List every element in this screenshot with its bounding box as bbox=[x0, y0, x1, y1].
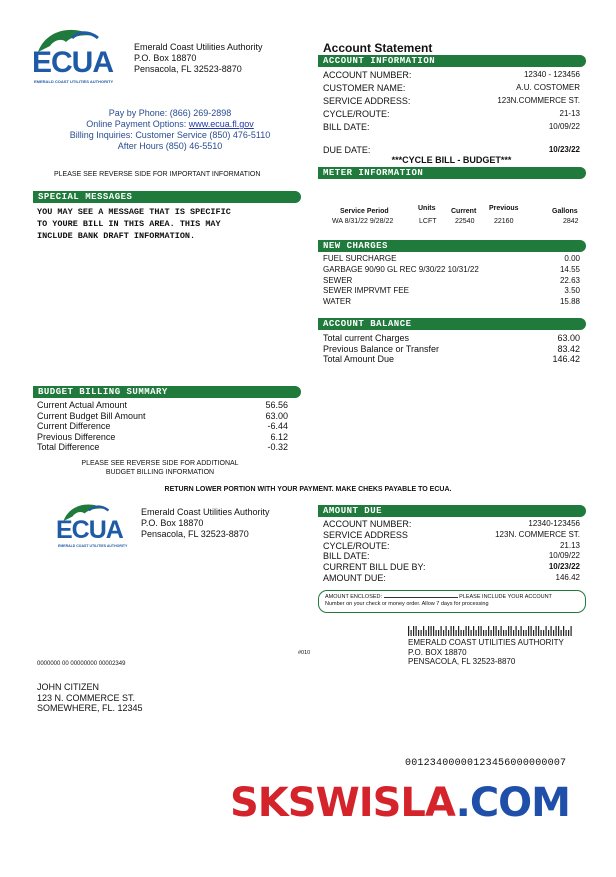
account-balance-list bbox=[323, 333, 580, 365]
stub-row: CYCLE/ROUTE: 21.13 bbox=[323, 540, 580, 551]
barcode-bar bbox=[503, 630, 504, 636]
return-portion-note: RETURN LOWER PORTION WITH YOUR PAYMENT. MAKE CHEKS PAYABLE TO ECUA. bbox=[164, 486, 452, 493]
barcode-bar bbox=[528, 626, 529, 636]
balance-row: Total current Charges 63.00 bbox=[323, 333, 580, 343]
budget-row: Current Budget Bill Amount 63.00 bbox=[37, 410, 288, 421]
barcode-bar bbox=[533, 630, 534, 636]
barcode-bar bbox=[488, 626, 489, 636]
stub-company-address: Emerald Coast Utilities Authority P.O. Box 18870 Pensacola, FL 32523-8870 bbox=[141, 507, 270, 539]
barcode-bar bbox=[491, 630, 492, 636]
barcode-bar bbox=[411, 630, 412, 636]
customer-name: JOHN CITIZEN bbox=[37, 682, 99, 692]
barcode-bar bbox=[526, 630, 527, 636]
barcode-bar bbox=[458, 626, 459, 636]
barcode-bar bbox=[543, 630, 544, 636]
budget-billing-header: BUDGET BILLING SUMMARY bbox=[33, 386, 301, 398]
barcode-bar bbox=[566, 630, 567, 636]
billing-inquiries: Billing Inquiries: Customer Service (850) 476-5110 bbox=[69, 130, 271, 140]
watermark-part1: SKSWISLA bbox=[230, 780, 456, 826]
new-charges-list bbox=[323, 254, 580, 308]
barcode-bar bbox=[563, 626, 564, 636]
barcode-bar bbox=[463, 630, 464, 636]
stub-row: AMOUNT DUE: 146.42 bbox=[323, 572, 580, 583]
special-messages-header: SPECIAL MESSAGES bbox=[33, 191, 301, 203]
ecua-website-link[interactable]: www.ecua.fl.gov bbox=[188, 119, 254, 129]
amount-due-list bbox=[323, 519, 580, 584]
barcode-bar bbox=[476, 630, 477, 636]
barcode-bar bbox=[558, 626, 559, 636]
charge-row: FUEL SURCHARGE 0.00 bbox=[323, 254, 580, 263]
online-payment: Online Payment Options: www.ecua.fl.gov bbox=[86, 119, 254, 129]
barcode-bar bbox=[506, 630, 507, 636]
barcode-bar bbox=[456, 630, 457, 636]
barcode-bar bbox=[418, 630, 419, 636]
barcode-bar bbox=[501, 626, 502, 636]
amount-due-header: AMOUNT DUE bbox=[318, 505, 586, 517]
barcode-bar bbox=[553, 630, 554, 636]
barcode-bar bbox=[453, 626, 454, 636]
balance-row: Total Amount Due 146.42 bbox=[323, 354, 580, 364]
info-row: ACCOUNT NUMBER: 12340 - 123456 bbox=[323, 70, 580, 80]
barcode-bar bbox=[451, 626, 452, 636]
watermark-part2: .COM bbox=[455, 780, 570, 826]
barcode-bar bbox=[473, 626, 474, 636]
barcode-bar bbox=[523, 630, 524, 636]
amount-enclosed-box[interactable] bbox=[318, 590, 586, 613]
barcode-bar bbox=[546, 626, 547, 636]
barcode-bar bbox=[508, 626, 509, 636]
barcode-bar bbox=[511, 626, 512, 636]
barcode-bar bbox=[443, 630, 444, 636]
reverse-side-note: PLEASE SEE REVERSE SIDE FOR IMPORTANT INFORMATION bbox=[54, 171, 261, 178]
barcode-bar bbox=[446, 626, 447, 636]
meter-information-header: METER INFORMATION bbox=[318, 167, 586, 179]
sequence-number: #010 bbox=[298, 650, 311, 656]
barcode-bar bbox=[478, 626, 479, 636]
scan-line-bottom: 00123400000123456000000007 bbox=[405, 758, 567, 769]
remit-address: EMERALD COAST UTILITIES AUTHORITY P.O. BOX 18870 PENSACOLA, FL 32523-8870 bbox=[408, 638, 564, 666]
barcode-bar bbox=[468, 626, 469, 636]
budget-row: Current Actual Amount 56.56 bbox=[37, 400, 288, 410]
barcode-bar bbox=[518, 630, 519, 636]
amount-enclosed-note: Number on your check or money order. Allow 7 days for processing bbox=[325, 601, 489, 607]
account-information-header: ACCOUNT INFORMATION bbox=[318, 55, 586, 67]
barcode-bar bbox=[431, 626, 432, 636]
barcode-bar bbox=[516, 626, 517, 636]
budget-row: Total Difference -0.32 bbox=[37, 442, 288, 452]
barcode-bar bbox=[513, 630, 514, 636]
barcode-bar bbox=[448, 630, 449, 636]
stub-row: ACCOUNT NUMBER: 12340-123456 bbox=[323, 519, 580, 529]
barcode-bar bbox=[561, 630, 562, 636]
barcode-bar bbox=[538, 626, 539, 636]
logo-wordmark: ECUA bbox=[56, 516, 123, 544]
barcode-bar bbox=[483, 630, 484, 636]
amount-enclosed-line: AMOUNT ENCLOSED: PLEASE INCLUDE YOUR ACCOUNT bbox=[325, 594, 552, 600]
barcode-bar bbox=[493, 626, 494, 636]
barcode-bar bbox=[496, 626, 497, 636]
customer-street: 123 N. COMMERCE ST. bbox=[37, 692, 136, 703]
postal-barcode bbox=[408, 626, 574, 636]
info-row: BILL DATE: 10/09/22 bbox=[323, 122, 580, 132]
charge-row: SEWER IMPRVMT FEE 3.50 bbox=[323, 286, 580, 296]
barcode-bar bbox=[413, 626, 414, 636]
stub-row: SERVICE ADDRESS 123N. COMMERCE ST. bbox=[323, 529, 580, 540]
barcode-bar bbox=[481, 626, 482, 636]
charge-row: GARBAGE 90/90 GL REC 9/30/22 10/31/22 14.55 bbox=[323, 264, 580, 274]
amount-enclosed-field[interactable] bbox=[384, 597, 458, 598]
budget-row: Previous Difference 6.12 bbox=[37, 431, 288, 442]
barcode-bar bbox=[426, 630, 427, 636]
customer-address bbox=[37, 682, 143, 714]
barcode-bar bbox=[438, 630, 439, 636]
scan-line-top: 0000000 00 00000000 00002349 bbox=[37, 661, 126, 667]
ecua-logo bbox=[32, 24, 114, 86]
due-date-label: DUE DATE: bbox=[323, 145, 371, 155]
special-messages-body: YOU MAY SEE A MESSAGE THAT IS SPECIFIC TO YOURE BILL IN THIS AREA. THIS MAY INCLUDE BANK DRAFT INFORMATION. bbox=[37, 207, 231, 241]
statement-title: Account Statement bbox=[323, 41, 433, 55]
barcode-bar bbox=[521, 626, 522, 636]
barcode-bar bbox=[541, 630, 542, 636]
logo-wordmark: ECUA bbox=[32, 46, 114, 79]
barcode-bar bbox=[421, 630, 422, 636]
charge-row: WATER 15.88 bbox=[323, 297, 580, 307]
barcode-bar bbox=[428, 626, 429, 636]
barcode-bar bbox=[531, 626, 532, 636]
barcode-bar bbox=[471, 630, 472, 636]
after-hours: After Hours (850) 46-5510 bbox=[117, 141, 223, 151]
budget-row: Current Difference -6.44 bbox=[37, 421, 288, 431]
barcode-bar bbox=[551, 626, 552, 636]
barcode-bar bbox=[436, 630, 437, 636]
due-date-value: 10/23/22 bbox=[548, 145, 580, 154]
barcode-bar bbox=[441, 626, 442, 636]
barcode-bar bbox=[568, 630, 569, 636]
barcode-bar bbox=[416, 626, 417, 636]
company-address bbox=[134, 42, 263, 75]
barcode-bar bbox=[408, 626, 409, 636]
budget-note: PLEASE SEE REVERSE SIDE FOR ADDITIONAL BUDGET BILLING INFORMATION bbox=[81, 460, 239, 476]
stub-row: BILL DATE: 10/09/22 bbox=[323, 551, 580, 562]
info-row: SERVICE ADDRESS: 123N.COMMERCE ST. bbox=[323, 96, 580, 106]
barcode-bar bbox=[571, 626, 572, 636]
company-po-box: P.O. Box 18870 bbox=[134, 53, 197, 63]
new-charges-header: NEW CHARGES bbox=[318, 240, 586, 252]
barcode-bar bbox=[536, 626, 537, 636]
watermark bbox=[230, 780, 570, 826]
barcode-bar bbox=[548, 630, 549, 636]
charge-row: SEWER 22.63 bbox=[323, 275, 580, 285]
logo-subtitle: EMERALD COAST UTILITIES AUTHORITY bbox=[34, 79, 114, 84]
barcode-bar bbox=[556, 626, 557, 636]
company-city: Pensacola, FL 32523-8870 bbox=[134, 64, 242, 74]
customer-city: SOMEWHERE, FL. 12345 bbox=[37, 703, 143, 713]
company-name: Emerald Coast Utilities Authority bbox=[134, 42, 263, 52]
info-row: CUSTOMER NAME: A.U. COSTOMER bbox=[323, 83, 580, 93]
barcode-bar bbox=[498, 630, 499, 636]
info-row: CYCLE/ROUTE: 21-13 bbox=[323, 109, 580, 119]
stub-row: CURRENT BILL DUE BY: 10/23/22 bbox=[323, 562, 580, 573]
barcode-bar bbox=[461, 630, 462, 636]
account-balance-header: ACCOUNT BALANCE bbox=[318, 318, 586, 330]
account-info-list bbox=[323, 70, 580, 133]
contact-info bbox=[40, 108, 300, 152]
logo-subtitle: EMERALD COAST UTILITIES AUTHORITY bbox=[58, 544, 128, 548]
ecua-logo-stub bbox=[56, 500, 128, 550]
barcode-bar bbox=[486, 630, 487, 636]
barcode-bar bbox=[466, 626, 467, 636]
balance-row: Previous Balance or Transfer 83.42 bbox=[323, 343, 580, 354]
cycle-bill-label: ***CYCLE BILL - BUDGET*** bbox=[391, 155, 512, 165]
budget-billing-list bbox=[37, 400, 288, 453]
pay-by-phone: Pay by Phone: (866) 269-2898 bbox=[108, 108, 232, 118]
barcode-bar bbox=[433, 626, 434, 636]
barcode-bar bbox=[423, 626, 424, 636]
